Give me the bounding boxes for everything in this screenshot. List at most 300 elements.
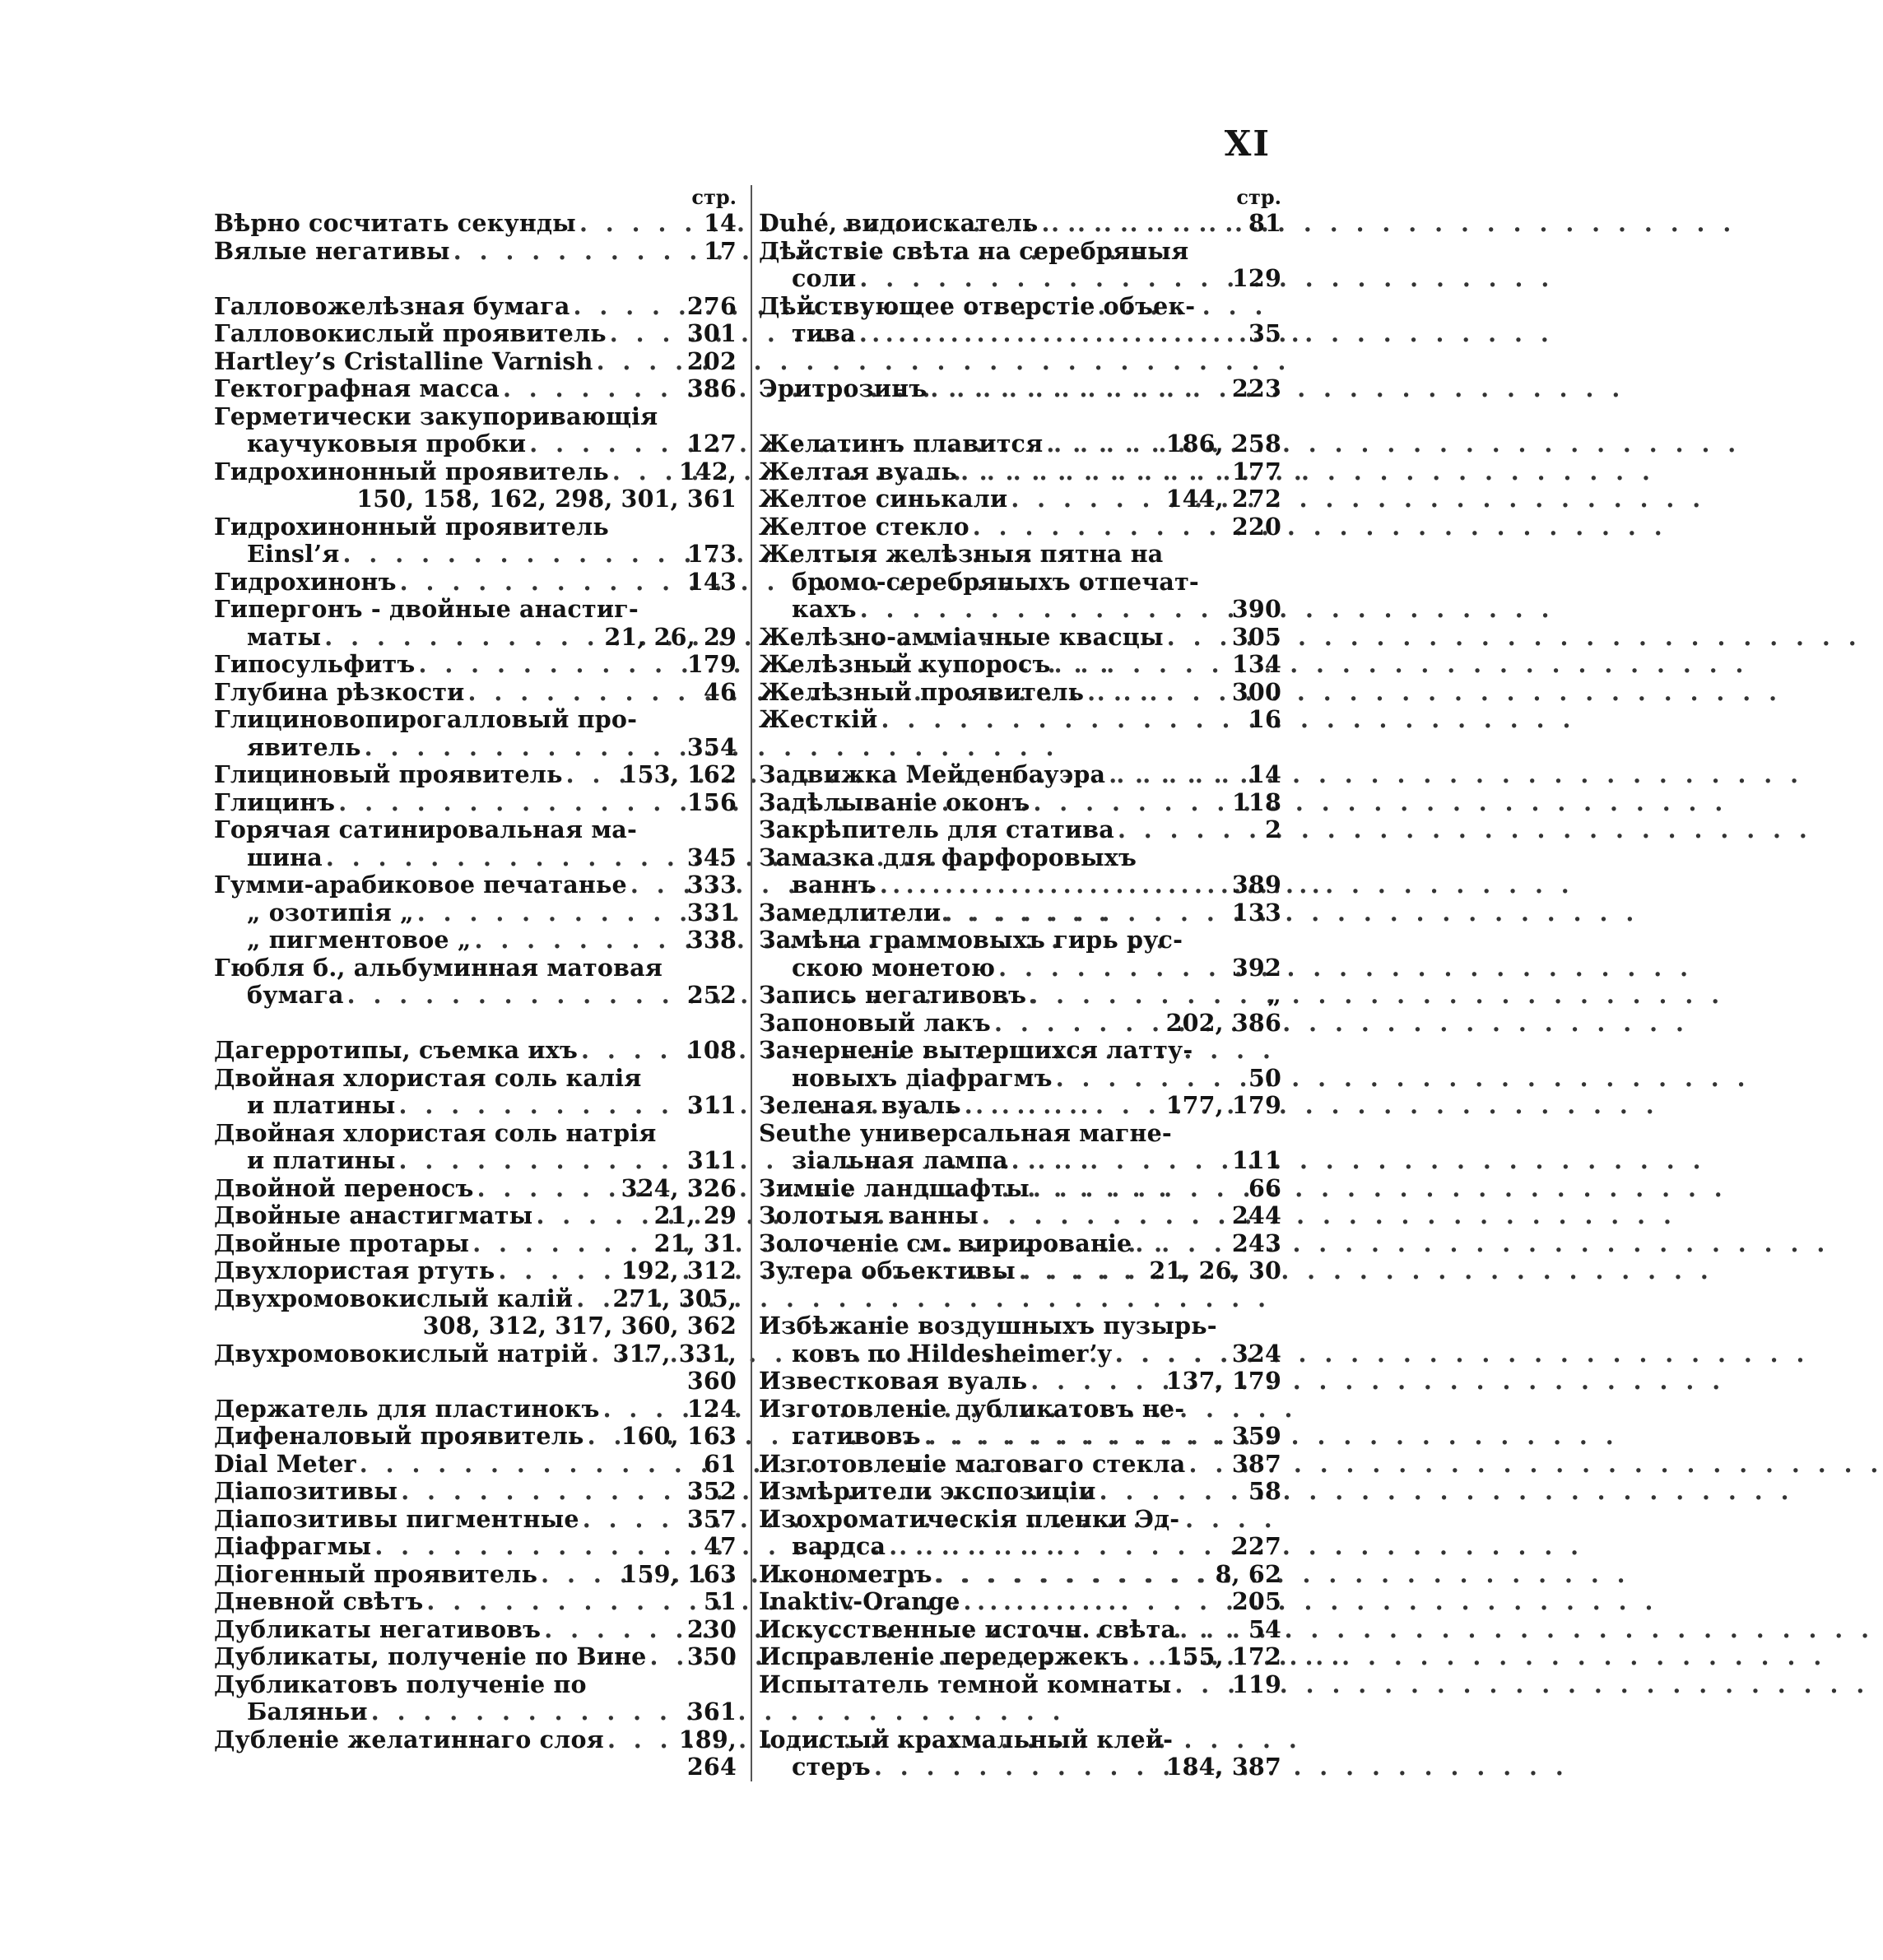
index-entry bbox=[214, 238, 737, 266]
page-numbers: 243 bbox=[1231, 1228, 1281, 1257]
page-numbers: 220 bbox=[1231, 512, 1281, 541]
dot-leader bbox=[321, 624, 604, 652]
entry-continuation: Einsl’я bbox=[247, 540, 340, 568]
dot-leader bbox=[607, 320, 687, 348]
page-numbers: 202, 386 bbox=[1165, 1008, 1281, 1037]
page-numbers: 311 bbox=[686, 1091, 737, 1119]
entry-continuation: стеръ bbox=[792, 1753, 871, 1781]
page-numbers: 338 bbox=[686, 926, 737, 954]
entry-term: Іодистый крахмальный клей- bbox=[759, 1725, 1174, 1753]
entry-term: Измѣрители экспозиціи bbox=[759, 1477, 1096, 1505]
index-entry bbox=[214, 1423, 737, 1451]
dot-leader bbox=[1027, 1368, 1165, 1396]
index-entry bbox=[759, 1368, 1281, 1396]
page-numbers: 389 bbox=[1231, 871, 1281, 899]
dot-leader bbox=[397, 569, 687, 597]
page-numbers: 345 bbox=[686, 843, 737, 871]
index-entry bbox=[214, 348, 737, 376]
entry-term: Желтая вуаль bbox=[759, 457, 958, 485]
page-numbers: 276 bbox=[686, 291, 737, 320]
entry-term: Гумми-арабиковое печатанье bbox=[214, 871, 627, 899]
index-entry bbox=[214, 1671, 737, 1726]
column-header: стр. bbox=[691, 185, 737, 209]
page-numbers: 352 bbox=[686, 1477, 737, 1505]
dot-leader bbox=[856, 265, 1232, 293]
dot-leader bbox=[1132, 1230, 1232, 1258]
entry-term: Двухромовокислый калій bbox=[214, 1284, 574, 1312]
dot-leader bbox=[886, 1533, 1232, 1561]
entry-term: Hartley’s Cristalline Varnish bbox=[214, 346, 593, 375]
page-numbers: 17 bbox=[703, 236, 737, 265]
entry-term: Вѣрно сосчитать секунды bbox=[214, 209, 576, 237]
dot-leader bbox=[526, 430, 687, 458]
dot-leader bbox=[995, 954, 1232, 982]
dot-leader bbox=[1112, 1340, 1232, 1368]
index-entry bbox=[214, 1202, 737, 1230]
section-gap bbox=[214, 1010, 737, 1038]
entry-term: Вялые негативы bbox=[214, 236, 450, 265]
page-numbers: 124 bbox=[686, 1394, 737, 1423]
entry-term: Галловокислый проявитель bbox=[214, 319, 607, 347]
page-numbers: 16 bbox=[1248, 705, 1281, 733]
page-numbers: 14 bbox=[703, 209, 737, 237]
page-numbers: 54 bbox=[1248, 1614, 1281, 1643]
index-entry bbox=[214, 651, 737, 679]
index-column-left bbox=[214, 185, 737, 1781]
entry-term: Гипосульфитъ bbox=[214, 650, 416, 678]
dot-leader bbox=[1128, 1643, 1165, 1671]
dot-leader bbox=[871, 1753, 1166, 1781]
page-numbers: 354 bbox=[686, 732, 737, 761]
index-entry bbox=[759, 1092, 1281, 1120]
index-entry bbox=[759, 1616, 1281, 1644]
index-entry bbox=[759, 238, 1281, 293]
page-numbers: 317, 331, bbox=[612, 1339, 737, 1368]
index-entry bbox=[759, 1175, 1281, 1203]
index-entry bbox=[759, 982, 1281, 1010]
page-numbers: 244 bbox=[1231, 1201, 1281, 1229]
dot-leader bbox=[921, 1423, 1232, 1451]
page-numbers-continued: 360 bbox=[686, 1367, 737, 1395]
page-numbers: 301 bbox=[686, 319, 737, 347]
page-numbers: 119 bbox=[1231, 1670, 1281, 1698]
dot-leader bbox=[991, 1010, 1166, 1038]
entry-term: Гектографная масса bbox=[214, 374, 500, 402]
dot-leader bbox=[541, 1616, 687, 1644]
entry-term: Золоченіе см. вирированіе bbox=[759, 1228, 1132, 1257]
index-entry bbox=[214, 1561, 737, 1589]
dot-leader bbox=[465, 679, 704, 707]
dot-leader bbox=[1176, 1616, 1248, 1644]
page-numbers: 179 bbox=[686, 650, 737, 678]
index-entry bbox=[759, 485, 1281, 513]
index-entry bbox=[214, 293, 737, 321]
dot-leader bbox=[576, 210, 704, 238]
index-entry bbox=[759, 844, 1281, 899]
entry-term: Изготовленіе матоваго стекла bbox=[759, 1449, 1186, 1478]
index-entry bbox=[759, 789, 1281, 817]
dot-leader bbox=[323, 844, 687, 872]
index-entry bbox=[214, 513, 737, 569]
index-entry bbox=[759, 1120, 1281, 1175]
dot-leader bbox=[469, 1230, 653, 1258]
dot-leader bbox=[398, 1478, 687, 1506]
entry-term: Замедлители bbox=[759, 898, 942, 927]
page-numbers: 324 bbox=[1231, 1339, 1281, 1368]
page-numbers: 156 bbox=[686, 787, 737, 816]
dot-leader bbox=[1164, 624, 1232, 652]
dot-leader bbox=[414, 899, 687, 927]
entry-term: Двухромовокислый натрій bbox=[214, 1339, 588, 1368]
entry-term: Исправленіе передержекъ bbox=[759, 1642, 1129, 1670]
index-entry bbox=[214, 899, 737, 927]
index-entry bbox=[759, 1561, 1281, 1589]
page-numbers: 331 bbox=[686, 898, 737, 927]
index-entry bbox=[214, 596, 737, 651]
entry-continuation: ваннъ bbox=[792, 871, 876, 899]
page-numbers: 51 bbox=[703, 1587, 737, 1615]
page-numbers: 21, 26, 29 bbox=[604, 622, 737, 651]
entry-term: Задвижка Мейденбауэра bbox=[759, 760, 1106, 788]
entry-term: Гидрохинонный проявитель bbox=[214, 512, 609, 541]
page-numbers: 184, 387 bbox=[1165, 1753, 1281, 1781]
entry-term: Зимніе ландшафты bbox=[759, 1173, 1030, 1202]
page-numbers: 386 bbox=[686, 374, 737, 402]
index-entry bbox=[759, 541, 1281, 624]
entry-continuation: шина bbox=[247, 843, 323, 871]
section-gap bbox=[759, 348, 1281, 376]
page-numbers: 143 bbox=[686, 567, 737, 596]
dot-leader bbox=[396, 1092, 687, 1120]
dot-leader bbox=[1007, 485, 1165, 513]
page-numbers: 35 bbox=[1248, 319, 1281, 347]
section-gap bbox=[759, 1285, 1281, 1313]
entry-term: Желтое стекло bbox=[759, 512, 969, 541]
dot-leader bbox=[604, 1726, 679, 1754]
entry-term: Закрѣпитель для статива bbox=[759, 815, 1114, 843]
entry-term: Діапозитивы пигментные bbox=[214, 1504, 579, 1533]
dot-leader bbox=[423, 1588, 704, 1616]
page-numbers-continued: 264 bbox=[686, 1753, 737, 1781]
entry-term: Запоновый лакъ bbox=[759, 1008, 991, 1037]
index-entry bbox=[759, 1671, 1281, 1699]
index-entry bbox=[214, 1120, 737, 1175]
page-numbers: 186, 258 bbox=[1165, 430, 1281, 457]
index-entry bbox=[759, 430, 1281, 458]
entry-term: Дагерротипы, съемка ихъ bbox=[214, 1036, 579, 1064]
page-numbers: 137, 179 bbox=[1165, 1367, 1281, 1395]
entry-term: Избѣжаніе воздушныхъ пузырь- bbox=[759, 1312, 1217, 1340]
entry-term: Желѣзно-амміачные квасцы bbox=[759, 622, 1164, 651]
page-numbers: 134 bbox=[1231, 650, 1281, 678]
entry-continuation: вардса bbox=[792, 1532, 886, 1560]
entry-term: Глубина рѣзкости bbox=[214, 677, 465, 706]
index-entry bbox=[759, 1010, 1281, 1038]
entry-term: Зачерненіе вытершихся латту- bbox=[759, 1036, 1193, 1064]
entry-continuation: тива bbox=[792, 319, 856, 347]
index-entry bbox=[214, 1506, 737, 1534]
entry-list bbox=[759, 210, 1281, 1781]
entry-term: Желѣзный проявитель bbox=[759, 677, 1085, 706]
dot-leader bbox=[1053, 1065, 1248, 1093]
entry-term: Дифеналовый проявитель bbox=[214, 1422, 584, 1450]
page-numbers: 127 bbox=[686, 430, 737, 457]
index-entry bbox=[214, 1065, 737, 1120]
dot-leader bbox=[856, 320, 1248, 348]
dot-leader bbox=[335, 789, 687, 817]
dot-leader bbox=[609, 458, 679, 486]
entry-term: Изготовленіе дубликатовъ не- bbox=[759, 1394, 1185, 1423]
page-numbers: 66 bbox=[1248, 1173, 1281, 1202]
page-numbers: 14 bbox=[1248, 760, 1281, 788]
index-entry bbox=[214, 1726, 737, 1781]
index-entry bbox=[214, 210, 737, 238]
index-entry bbox=[759, 210, 1281, 238]
dot-leader bbox=[344, 982, 687, 1010]
dot-leader bbox=[396, 1147, 687, 1175]
dot-leader bbox=[1038, 210, 1248, 238]
page-numbers: 390 bbox=[1231, 595, 1281, 623]
dot-leader bbox=[471, 927, 686, 954]
page-numbers: 333 bbox=[686, 871, 737, 899]
dot-leader bbox=[876, 871, 1232, 899]
entry-term: Замѣна граммовыхъ гирь рус- bbox=[759, 926, 1183, 954]
page-numbers-continued: 308, 312, 317, 360, 362 bbox=[422, 1312, 737, 1340]
index-entry bbox=[759, 761, 1281, 789]
page-numbers: 129 bbox=[1231, 264, 1281, 292]
entry-continuation: и платины bbox=[247, 1146, 396, 1174]
index-entry bbox=[214, 954, 737, 1010]
dot-leader bbox=[1043, 430, 1165, 458]
entry-continuation: ковъ по Hildesheimer’y bbox=[792, 1339, 1112, 1368]
dot-leader bbox=[340, 541, 687, 569]
page-numbers: 387 bbox=[1231, 1449, 1281, 1478]
dot-leader bbox=[857, 596, 1232, 624]
entry-term: Дѣйствіе свѣта на серебряныя bbox=[759, 236, 1189, 265]
page-numbers: 177 bbox=[1231, 457, 1281, 485]
dot-leader bbox=[1114, 816, 1265, 844]
entry-term: Гидрохинонный проявитель bbox=[214, 457, 609, 485]
page-numbers: 305 bbox=[1231, 622, 1281, 651]
entry-continuation: скою монетою bbox=[792, 953, 996, 982]
section-gap bbox=[214, 265, 737, 293]
index-entry bbox=[759, 513, 1281, 541]
index-entry bbox=[214, 1037, 737, 1065]
entry-continuation: бромо-серебряныхъ отпечат- bbox=[792, 567, 1199, 596]
page-numbers-continued: 150, 158, 162, 298, 301, 361 bbox=[356, 485, 737, 513]
dot-leader bbox=[927, 375, 1232, 403]
entry-term: Зутера объективы bbox=[759, 1256, 1016, 1284]
dot-leader bbox=[415, 651, 686, 679]
entry-term: „ озотипія „ bbox=[247, 898, 414, 927]
entry-term: Желатинъ плавится bbox=[759, 430, 1044, 457]
entry-term: Глициновый проявитель bbox=[214, 760, 563, 788]
dot-leader bbox=[593, 348, 687, 376]
page-numbers: 311 bbox=[686, 1146, 737, 1174]
entry-term: Двухлористая ртуть bbox=[214, 1256, 495, 1284]
entry-term: Dial Meter bbox=[214, 1449, 356, 1478]
page-numbers: 47 bbox=[703, 1532, 737, 1560]
dot-leader bbox=[969, 513, 1232, 541]
page-numbers: 81 bbox=[1248, 209, 1281, 237]
index-entry bbox=[759, 1230, 1281, 1258]
page-numbers: 324, 326 bbox=[621, 1173, 737, 1202]
entry-term: Изохроматическія пленки Эд- bbox=[759, 1504, 1180, 1533]
entry-continuation: явитель bbox=[247, 732, 361, 761]
index-entry bbox=[214, 706, 737, 761]
page-numbers: 357 bbox=[686, 1504, 737, 1533]
entry-continuation: кахъ bbox=[792, 595, 857, 623]
index-entry bbox=[214, 1175, 737, 1203]
index-entry bbox=[759, 1451, 1281, 1479]
dot-leader bbox=[1105, 761, 1248, 789]
index-entry bbox=[214, 1285, 737, 1340]
index-entry bbox=[759, 816, 1281, 844]
page-numbers: 21, 31 bbox=[653, 1228, 737, 1257]
entry-term: Seuthe универсальная магне- bbox=[759, 1118, 1172, 1147]
page-numbers: 58 bbox=[1248, 1477, 1281, 1505]
index-entry bbox=[759, 293, 1281, 348]
index-entry bbox=[214, 375, 737, 403]
column-header: стр. bbox=[1236, 185, 1281, 209]
dot-leader bbox=[627, 871, 687, 899]
page-numbers: 223 bbox=[1231, 374, 1281, 402]
entry-term: Inaktiv-Orange bbox=[759, 1587, 960, 1615]
dot-leader bbox=[356, 1451, 704, 1479]
page-numbers: 21, 29 bbox=[653, 1201, 737, 1229]
index-entry bbox=[214, 1340, 737, 1396]
page-number: XI bbox=[1224, 123, 1271, 164]
index-entry bbox=[759, 1396, 1281, 1451]
dot-leader bbox=[368, 1698, 687, 1726]
entry-continuation: гативовъ bbox=[792, 1422, 921, 1450]
index-entry bbox=[759, 1478, 1281, 1506]
dot-leader bbox=[1051, 651, 1232, 679]
entry-term: Діапозитивы bbox=[214, 1477, 398, 1505]
dot-leader bbox=[961, 1092, 1166, 1120]
page-numbers: 177, 179 bbox=[1165, 1091, 1281, 1119]
entry-term: Желтыя желѣзныя пятна на bbox=[759, 540, 1164, 568]
dot-leader bbox=[579, 1506, 687, 1534]
page-numbers: 159, 163 bbox=[621, 1559, 737, 1588]
dot-leader bbox=[1185, 1451, 1231, 1479]
index-entry bbox=[759, 1312, 1281, 1368]
entry-term: Иконометръ bbox=[759, 1559, 932, 1588]
entry-continuation: каучуковыя пробки bbox=[247, 430, 527, 457]
index-entry bbox=[214, 1588, 737, 1616]
entry-term: Герметически закупоривающія bbox=[214, 402, 658, 430]
index-entry bbox=[759, 624, 1281, 652]
page-numbers: 61 bbox=[703, 1449, 737, 1478]
dot-leader bbox=[1084, 679, 1232, 707]
entry-term: Гидрохинонъ bbox=[214, 567, 397, 596]
index-entry bbox=[759, 1726, 1281, 1781]
page-numbers: 8, 62 bbox=[1215, 1559, 1281, 1588]
entry-term: Діафрагмы bbox=[214, 1532, 372, 1560]
index-entry bbox=[759, 1037, 1281, 1092]
entry-term: Горячая сатинировальная ма- bbox=[214, 815, 637, 843]
entry-continuation: и платины bbox=[247, 1091, 396, 1119]
page-numbers: „ bbox=[1267, 981, 1281, 1009]
index-entry bbox=[759, 1588, 1281, 1616]
entry-term: Двойной переносъ bbox=[214, 1173, 474, 1202]
index-entry bbox=[214, 403, 737, 458]
dot-leader bbox=[584, 1423, 621, 1451]
page-numbers: 192, 312 bbox=[621, 1256, 737, 1284]
page-numbers: 350 bbox=[686, 1642, 737, 1670]
page-numbers: 118 bbox=[1231, 787, 1281, 816]
page-numbers: 359 bbox=[1231, 1422, 1281, 1450]
entry-term: „ пигментовое „ bbox=[247, 926, 472, 954]
dot-leader bbox=[1026, 982, 1267, 1010]
index-entry bbox=[214, 1478, 737, 1506]
dot-leader bbox=[960, 1588, 1232, 1616]
entry-term: Запись негативовъ bbox=[759, 981, 1027, 1009]
index-entry bbox=[759, 1643, 1281, 1671]
dot-leader bbox=[570, 293, 687, 321]
entry-term: Желтое синькали bbox=[759, 485, 1008, 513]
entry-term: Двойные анастигматы bbox=[214, 1201, 533, 1229]
index-entry bbox=[214, 871, 737, 899]
entry-term: Зеленая вуаль bbox=[759, 1091, 961, 1119]
entry-term: Гипергонъ - двойные анастиг- bbox=[214, 595, 639, 623]
entry-term: Duhé, видоискатель bbox=[759, 209, 1039, 237]
page-numbers: 361 bbox=[686, 1698, 737, 1725]
dot-leader bbox=[1008, 1147, 1232, 1175]
section-gap bbox=[759, 734, 1281, 762]
entry-term: Діогенный проявитель bbox=[214, 1559, 538, 1588]
index-entry bbox=[214, 1451, 737, 1479]
entry-term: Испытатель темной комнаты bbox=[759, 1670, 1172, 1698]
dot-leader bbox=[957, 458, 1232, 486]
dot-leader bbox=[941, 899, 1232, 927]
entry-term: Дубликаты негативовъ bbox=[214, 1614, 542, 1643]
entry-list bbox=[214, 210, 737, 1781]
page-numbers: 271, 305, bbox=[612, 1284, 737, 1312]
entry-term: Гюбля б., альбуминная матовая bbox=[214, 953, 663, 982]
index-entry bbox=[214, 789, 737, 817]
entry-term: Глициновопирогалловый про- bbox=[214, 705, 638, 733]
entry-continuation: бумага bbox=[247, 981, 344, 1009]
index-entry bbox=[214, 1230, 737, 1258]
entry-term: Двойная хлористая соль натрія bbox=[214, 1118, 657, 1147]
index-entry bbox=[759, 899, 1281, 927]
index-entry bbox=[214, 927, 737, 954]
index-entry bbox=[214, 1257, 737, 1285]
index-entry bbox=[214, 1643, 737, 1671]
entry-term: Желѣзный купоросъ bbox=[759, 650, 1051, 678]
dot-leader bbox=[1030, 789, 1231, 817]
dot-leader bbox=[495, 1257, 621, 1285]
index-entry bbox=[214, 816, 737, 871]
entry-term: Задѣлываніе оконъ bbox=[759, 787, 1030, 816]
page-numbers: 50 bbox=[1248, 1063, 1281, 1092]
entry-term: Глицинъ bbox=[214, 787, 336, 816]
page-numbers: 202 bbox=[686, 346, 737, 375]
dot-leader bbox=[361, 734, 687, 762]
index-entry bbox=[214, 679, 737, 707]
index-entry bbox=[759, 1506, 1281, 1561]
dot-leader bbox=[450, 238, 704, 266]
page-numbers: 46 bbox=[703, 677, 737, 706]
page-numbers: 160, 163 bbox=[621, 1422, 737, 1450]
dot-leader bbox=[1096, 1478, 1248, 1506]
dot-leader bbox=[1016, 1257, 1149, 1285]
entry-continuation: зіальная лампа bbox=[792, 1146, 1008, 1174]
dot-leader bbox=[500, 375, 687, 403]
dot-leader bbox=[563, 761, 621, 789]
index-entry bbox=[759, 1257, 1281, 1285]
